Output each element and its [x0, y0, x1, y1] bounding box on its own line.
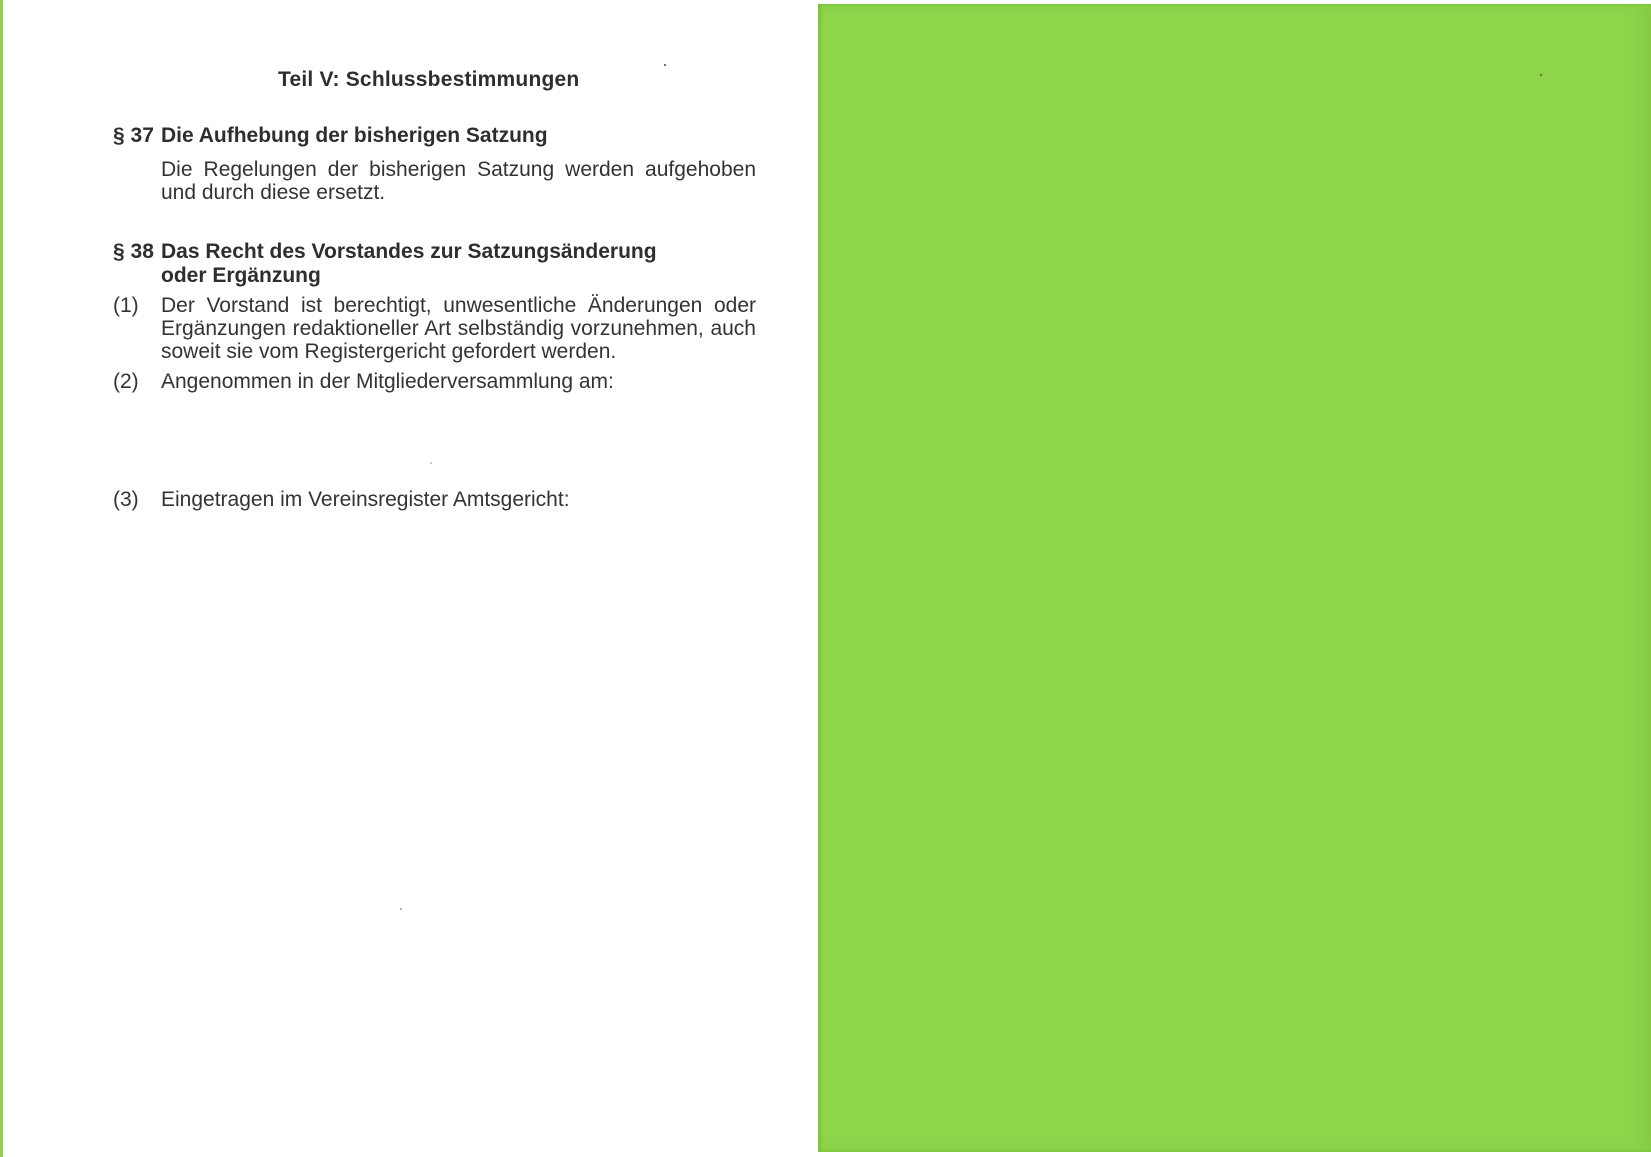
item-2-text: Angenommen in der Mitgliederversammlung am:	[161, 370, 614, 393]
dust-speck	[664, 64, 666, 66]
item-1-number: (1)	[113, 294, 139, 317]
section-38-number: § 38	[113, 240, 154, 263]
item-3-text: Eingetragen im Vereinsregister Amtsgericht:	[161, 488, 570, 511]
part-title: Teil V: Schlussbestimmungen	[278, 68, 580, 91]
section-38-title-line1: Das Recht des Vorstandes zur Satzungsänderung	[161, 240, 657, 263]
dust-speck	[430, 462, 432, 464]
section-37-title: Die Aufhebung der bisherigen Satzung	[161, 124, 548, 147]
green-cover-edge	[0, 0, 3, 1157]
section-38-title-line2: oder Ergänzung	[161, 264, 321, 287]
dust-speck	[400, 908, 402, 910]
section-37-body: Die Regelungen der bisherigen Satzung werden aufgehoben und durch diese ersetzt.	[161, 158, 756, 204]
item-3-number: (3)	[113, 488, 139, 511]
left-page	[0, 0, 818, 1157]
dust-speck	[1540, 74, 1542, 76]
item-2-number: (2)	[113, 370, 139, 393]
item-1-text: Der Vorstand ist berechtigt, unwesentliche Änderungen oder Ergänzungen redaktioneller Art selbständig vorzunehmen, auch soweit sie vom Registergericht gefordert werden.	[161, 294, 756, 363]
section-37-number: § 37	[113, 124, 154, 147]
green-back-cover	[818, 4, 1651, 1152]
